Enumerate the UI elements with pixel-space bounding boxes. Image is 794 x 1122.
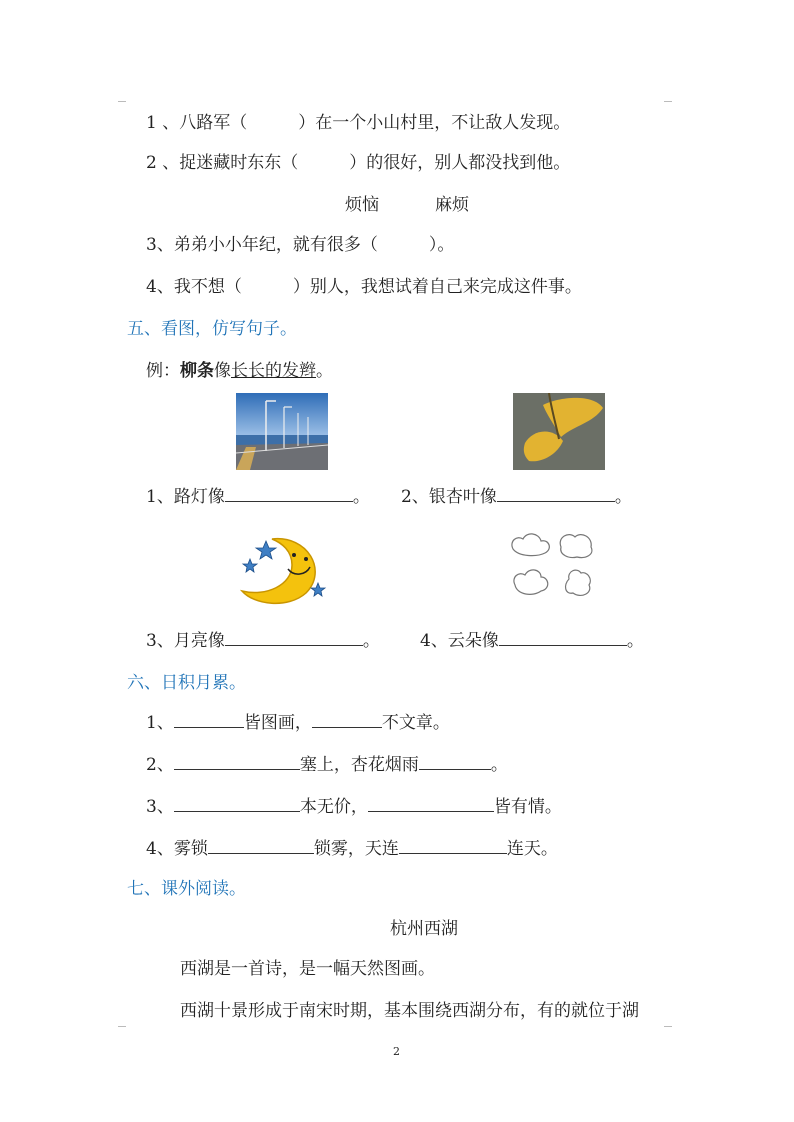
idiom-row-2	[146, 753, 508, 777]
idiom-blank-3b[interactable]	[368, 795, 494, 812]
ginkgo-leaf-image	[513, 393, 605, 470]
question-moon-end: 。	[362, 631, 380, 651]
streetlight-image	[236, 393, 328, 470]
idiom-row-3	[146, 795, 562, 819]
idiom-blank-1b[interactable]	[312, 711, 382, 728]
question-clouds	[420, 629, 644, 653]
idiom-row-4	[146, 837, 558, 861]
idiom-blank-4a[interactable]	[208, 837, 314, 854]
sentence-1: 1 、八路军（ ）在一个小山村里，不让敌人发现。	[146, 113, 571, 133]
answer-blank-streetlight[interactable]	[225, 485, 353, 502]
crop-mark-top-left	[118, 101, 126, 102]
idiom-blank-2a[interactable]	[174, 753, 300, 770]
idiom-blank-2b[interactable]	[419, 753, 491, 770]
reading-title: 杭州西湖	[390, 919, 458, 939]
example-verb: 像	[214, 361, 231, 381]
sentence-2: 2 、捉迷藏时东东（ ）的很好，别人都没找到他。	[146, 153, 571, 173]
idiom-blank-4b[interactable]	[399, 837, 507, 854]
question-ginkgo-label: 2、银杏叶像	[401, 487, 497, 507]
example-end: 。	[316, 361, 333, 381]
question-ginkgo-end: 。	[614, 487, 632, 507]
question-ginkgo	[401, 485, 632, 509]
moon-image	[236, 533, 328, 608]
idiom-row-3-number: 3、	[146, 797, 174, 817]
idiom-row-2-number: 2、	[146, 755, 174, 775]
question-moon-label: 3、月亮像	[146, 631, 225, 651]
idiom-row-4-prefix: 4、雾锁	[146, 839, 208, 859]
example-subject: 柳条	[180, 361, 214, 381]
idiom-row-4-text-a: 锁雾，天连	[313, 839, 399, 859]
question-streetlight-end: 。	[352, 487, 370, 507]
reading-paragraph-1: 西湖是一首诗，是一幅天然图画。	[180, 959, 435, 979]
crop-mark-bottom-left	[118, 1026, 126, 1027]
idiom-row-3-text-b: 皆有情。	[493, 797, 562, 817]
section-5-heading: 五、看图，仿写句子。	[127, 319, 297, 339]
idiom-row-1-text-a: 皆图画，	[243, 713, 312, 733]
question-clouds-end: 。	[626, 631, 644, 651]
section-7-heading: 七、课外阅读。	[127, 879, 246, 899]
clouds-image	[507, 527, 599, 607]
idiom-row-2-text-b: 。	[490, 755, 508, 775]
idiom-blank-3a[interactable]	[174, 795, 300, 812]
idiom-row-1-text-b: 不文章。	[381, 713, 450, 733]
answer-blank-ginkgo[interactable]	[497, 485, 615, 502]
word-choice-1: 烦恼	[345, 195, 379, 215]
crop-mark-bottom-right	[664, 1026, 672, 1027]
example-sentence	[146, 359, 333, 383]
answer-blank-clouds[interactable]	[499, 629, 627, 646]
example-prefix: 例：	[146, 361, 180, 381]
crop-mark-top-right	[664, 101, 672, 102]
sentence-4: 4、我不想（ ）别人，我想试着自己来完成这件事。	[146, 277, 582, 297]
page-number: 2	[393, 1045, 400, 1058]
reading-paragraph-2: 西湖十景形成于南宋时期，基本围绕西湖分布，有的就位于湖	[180, 1001, 639, 1021]
idiom-row-1	[146, 711, 450, 735]
idiom-row-2-text-a: 塞上，杏花烟雨	[299, 755, 419, 775]
idiom-blank-1a[interactable]	[174, 711, 244, 728]
idiom-row-3-text-a: 本无价，	[299, 797, 368, 817]
section-6-heading: 六、日积月累。	[127, 673, 246, 693]
example-answer: 长长的发辫	[231, 361, 316, 381]
question-moon	[146, 629, 380, 653]
question-streetlight	[146, 485, 370, 509]
idiom-row-1-number: 1、	[146, 713, 174, 733]
question-clouds-label: 4、云朵像	[420, 631, 499, 651]
sentence-3: 3、弟弟小小年纪，就有很多（ ）。	[146, 235, 455, 255]
answer-blank-moon[interactable]	[225, 629, 363, 646]
word-choice-2: 麻烦	[435, 195, 469, 215]
question-streetlight-label: 1、路灯像	[146, 487, 225, 507]
idiom-row-4-text-b: 连天。	[506, 839, 558, 859]
